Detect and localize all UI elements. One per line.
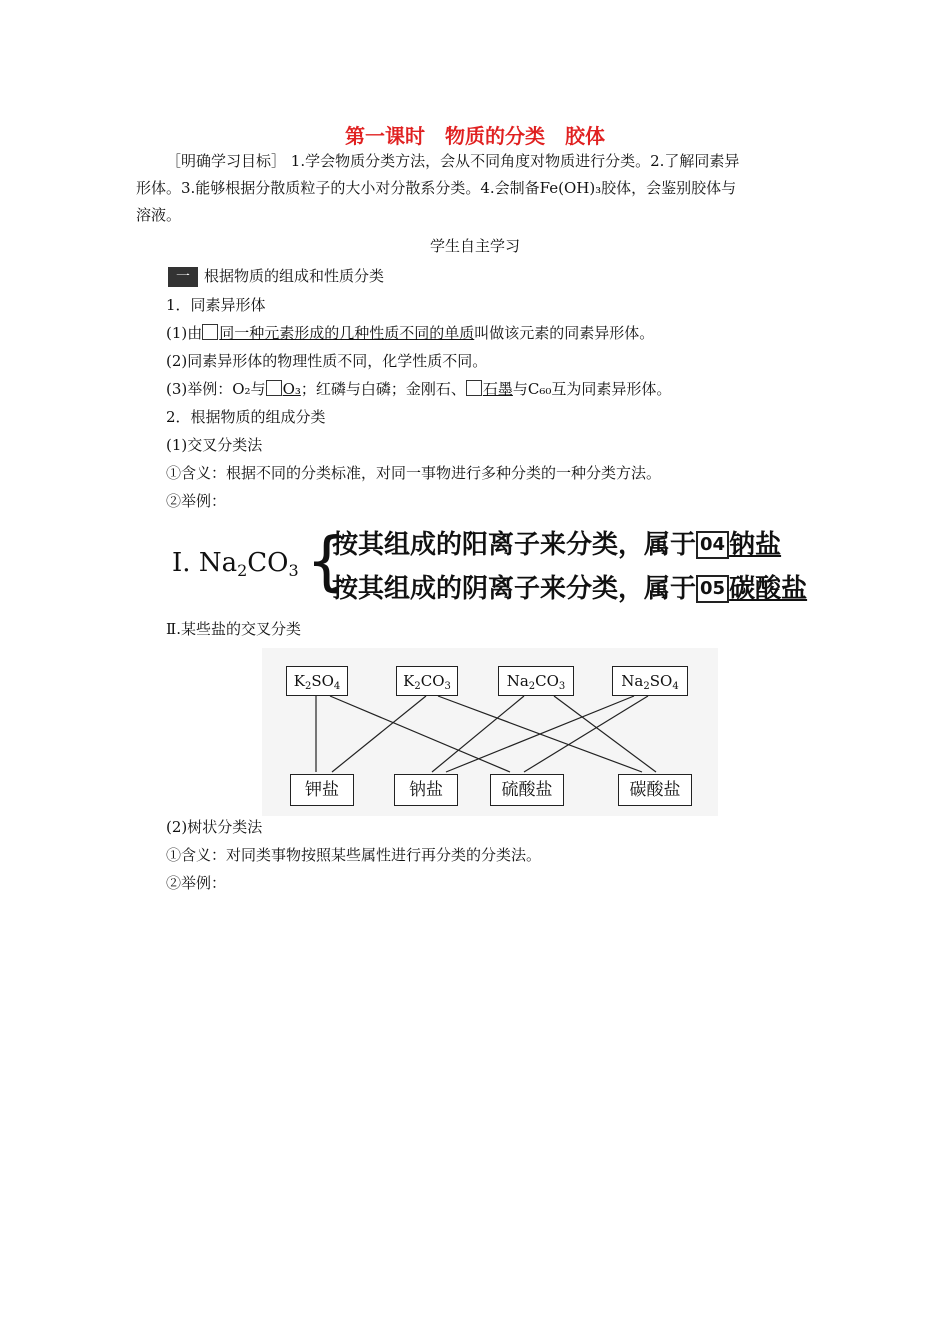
tree-meaning: ①含义：对同类事物按照某些属性进行再分类的分类法。 [166, 846, 542, 864]
blank-box-icon [266, 380, 282, 396]
node-sub: 4 [672, 681, 679, 692]
node-text: Na [506, 672, 529, 690]
node-text: SO [649, 672, 673, 690]
node-carbonate: 碳酸盐 [618, 774, 692, 806]
objectives-text-1: 1.学会物质分类方法，会从不同角度对物质进行分类。2.了解同素异 [290, 152, 740, 170]
formula-sub-2: 2 [237, 561, 248, 580]
cross-example: ②举例： [166, 492, 227, 510]
objectives-line3: 溶液。 [136, 206, 182, 224]
example-line1-text: 按其组成的阳离子来分类，属于 [332, 530, 697, 560]
example-roman: Ⅰ. [172, 548, 191, 578]
example-line2 [332, 571, 807, 607]
node-text: CO [535, 672, 559, 690]
node-text: K [293, 672, 305, 690]
formula-co: CO [247, 548, 289, 578]
node-text: K [403, 672, 415, 690]
formula-na: Na [198, 548, 238, 578]
example-line1-answer: 钠盐 [729, 530, 782, 560]
p1-answer [202, 324, 474, 342]
answer-number-05: 05 [696, 575, 729, 603]
objectives-line1 [166, 148, 739, 175]
allotrope-heading: 1．同素异形体 [166, 296, 266, 314]
p1-suffix: 叫做该元素的同素异形体。 [474, 324, 655, 342]
example-line2-answer: 碳酸盐 [729, 574, 808, 604]
section-number-icon: 一 [168, 267, 198, 287]
allotrope-definition [166, 320, 654, 347]
node-sub: 2 [414, 681, 421, 692]
section1-header [168, 262, 384, 290]
node-sub: 2 [528, 681, 536, 692]
tree-example: ②举例： [166, 874, 227, 892]
p3-blank1-text: O₃ [282, 380, 301, 398]
node-text: SO [311, 672, 334, 690]
cross-heading: (1)交叉分类法 [166, 436, 263, 454]
cross-salts-heading: Ⅱ.某些盐的交叉分类 [166, 620, 301, 638]
node-sodium-salt: 钠盐 [394, 774, 458, 806]
objectives-label: ［明确学习目标］ [166, 152, 287, 170]
p3-answer-1 [266, 380, 301, 398]
blank-box-icon [466, 380, 482, 396]
formula-sub-3: 3 [288, 561, 299, 580]
allotrope-properties: (2)同素异形体的物理性质不同，化学性质不同。 [166, 352, 488, 370]
cross-meaning: ①含义：根据不同的分类标准，对同一事物进行多种分类的一种分类方法。 [166, 464, 662, 482]
link-k2so4-sulfate [330, 696, 510, 772]
example-line1 [332, 527, 781, 563]
p3-mid: ；红磷与白磷；金刚石、 [300, 380, 466, 398]
allotrope-example [166, 376, 671, 403]
tree-heading: (2)树状分类法 [166, 818, 263, 836]
link-na2so4-sulfate [524, 696, 648, 772]
section1-title: 根据物质的组成和性质分类 [204, 267, 385, 285]
brace-icon: { [306, 525, 347, 599]
example-formula [172, 548, 299, 580]
node-sub: 3 [444, 681, 451, 692]
link-k2co3-potassium [332, 696, 426, 772]
section-heading: 学生自主学习 [429, 237, 520, 255]
node-sub: 3 [558, 681, 566, 692]
answer-number-04: 04 [696, 531, 729, 559]
page-title: 第一课时 物质的分类 胶体 [345, 124, 605, 148]
example-line2-text: 按其组成的阴离子来分类，属于 [332, 574, 697, 604]
node-text: CO [420, 672, 445, 690]
p1-prefix: (1)由 [166, 324, 203, 342]
cross-classification-diagram [262, 648, 718, 816]
p3-blank2-text: 石墨 [482, 380, 513, 398]
node-sub: 2 [304, 681, 312, 692]
p1-answer-text: 同一种元素形成的几种性质不同的单质 [219, 324, 475, 342]
node-potassium-salt: 钾盐 [290, 774, 354, 806]
node-text: Na [621, 672, 644, 690]
link-na2co3-sodium [432, 696, 524, 772]
node-sulfate: 硫酸盐 [490, 774, 564, 806]
p3-prefix: (3)举例：O₂与 [166, 380, 266, 398]
node-na2co3 [498, 666, 574, 696]
p3-suffix: 与C₆₀互为同素异形体。 [512, 380, 672, 398]
objectives-line2: 形体。3.能够根据分散质粒子的大小对分散系分类。4.会制备Fe(OH)₃胶体，会鉴别胶体与 [136, 179, 737, 197]
p3-answer-2 [466, 380, 513, 398]
node-na2so4 [612, 666, 688, 696]
blank-box-icon [202, 324, 218, 340]
node-k2so4 [286, 666, 348, 696]
composition-heading: 2．根据物质的组成分类 [166, 408, 326, 426]
node-sub: 4 [333, 681, 341, 692]
node-sub: 2 [643, 681, 650, 692]
node-k2co3 [396, 666, 458, 696]
